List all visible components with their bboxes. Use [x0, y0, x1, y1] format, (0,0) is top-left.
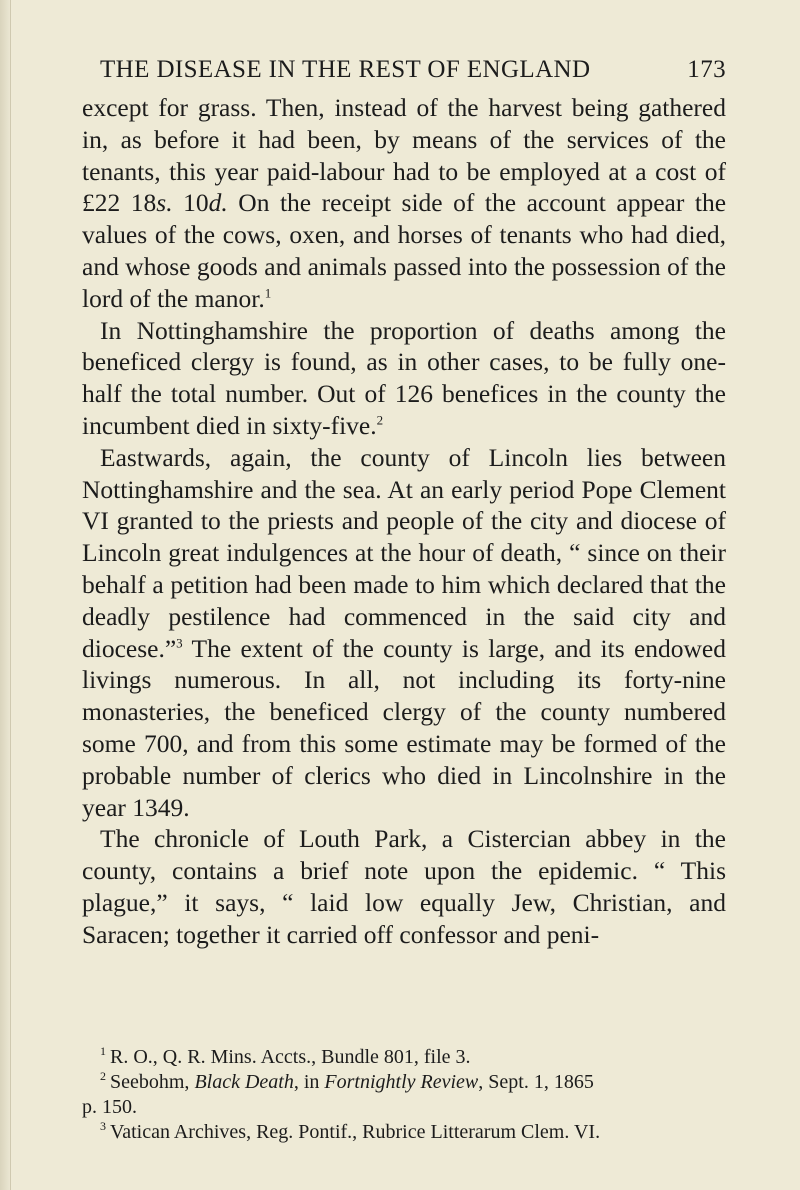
body-text — [82, 92, 726, 951]
footnote-ref-1[interactable]: 1 — [264, 285, 272, 301]
footnote-ref-2[interactable]: 2 — [376, 412, 384, 428]
paragraph-3-text-b: The extent of the county is large, and its endowed livings numerous. In all, not including its forty-nine monasteries, the beneficed clergy of the county numbered some 700, and from this some estimate may be formed of the probable number of clerics who died in Lincolnshire in the year 1349. — [82, 633, 726, 822]
paragraph-1-text-b: On the receipt side of the account appear the values of the cows, oxen, and horses of tenants who had died, and whose goods and animals passed into the possession of the lord of the manor. — [82, 188, 727, 313]
footnote-3-number: 3 — [100, 1119, 106, 1134]
amount-pence-unit: d. — [208, 188, 228, 218]
running-head-title: THE DISEASE IN THE REST OF ENGLAND — [100, 56, 591, 83]
paragraph-1-text-a: except for grass. Then, instead of the harvest being gathered in, as before it had been, by means of the services of the tenants, this year paid-labour had to be employed at a cost of — [82, 93, 726, 186]
footnote-2-continuation: p. 150. — [82, 1096, 137, 1118]
footnote-2-work: Black Death — [194, 1071, 294, 1093]
footnote-1 — [82, 1045, 726, 1070]
paragraph-2 — [82, 315, 726, 442]
running-head — [100, 56, 726, 86]
footnote-3-text: Vatican Archives, Reg. Pontif., Rubrice Litterarum Clem. VI. — [110, 1121, 601, 1143]
paragraph-1 — [82, 92, 726, 315]
page-edge — [0, 0, 11, 1190]
footnotes — [82, 1045, 726, 1145]
amount-pence-num: 10 — [172, 188, 209, 218]
paragraph-3 — [82, 442, 726, 824]
paragraph-4 — [82, 823, 726, 950]
footnote-2-author: Seebohm, — [110, 1071, 195, 1093]
amount-shillings-num: 18 — [120, 188, 157, 218]
amount-shillings-unit: s. — [156, 188, 173, 218]
footnote-2-number: 2 — [100, 1069, 106, 1084]
footnote-1-text: R. O., Q. R. Mins. Accts., Bundle 801, file 3. — [110, 1046, 471, 1068]
footnote-2-rest: , Sept. 1, 1865 — [478, 1071, 594, 1093]
footnote-2-mid: , in — [293, 1071, 325, 1093]
page-number: 173 — [687, 56, 726, 83]
footnote-1-number: 1 — [100, 1044, 106, 1059]
footnote-2 — [82, 1070, 726, 1120]
paragraph-2-text: In Nottinghamshire the proportion of deaths among the beneficed clergy is found, as in other cases, to be fully one-half the total number. Out of 126 benefices in the county the incumbent died in sixty-five. — [82, 315, 726, 440]
paragraph-3-text-a: Eastwards, again, the county of Lincoln lies between Nottinghamshire and the sea. At an early period Pope Clement VI granted to the priests and people of the city and diocese of Lincoln great indulgences at the hour of death, “ since on their behalf a petition had been made to him which declared that the deadly pestilence had commenced in the said city and diocese.” — [82, 442, 726, 663]
footnote-2-journal: Fortnightly Review — [324, 1071, 479, 1093]
amount-pounds: £22 — [82, 188, 121, 218]
footnote-ref-3[interactable]: 3 — [176, 635, 183, 651]
paragraph-4-text: The chronicle of Louth Park, a Cistercian abbey in the county, contains a brief note upon the epidemic. “ This plague,” it says, “ laid low equally Jew, Christian, and Saracen; together it carried off confessor and peni- — [82, 824, 726, 949]
footnote-3 — [82, 1120, 726, 1145]
